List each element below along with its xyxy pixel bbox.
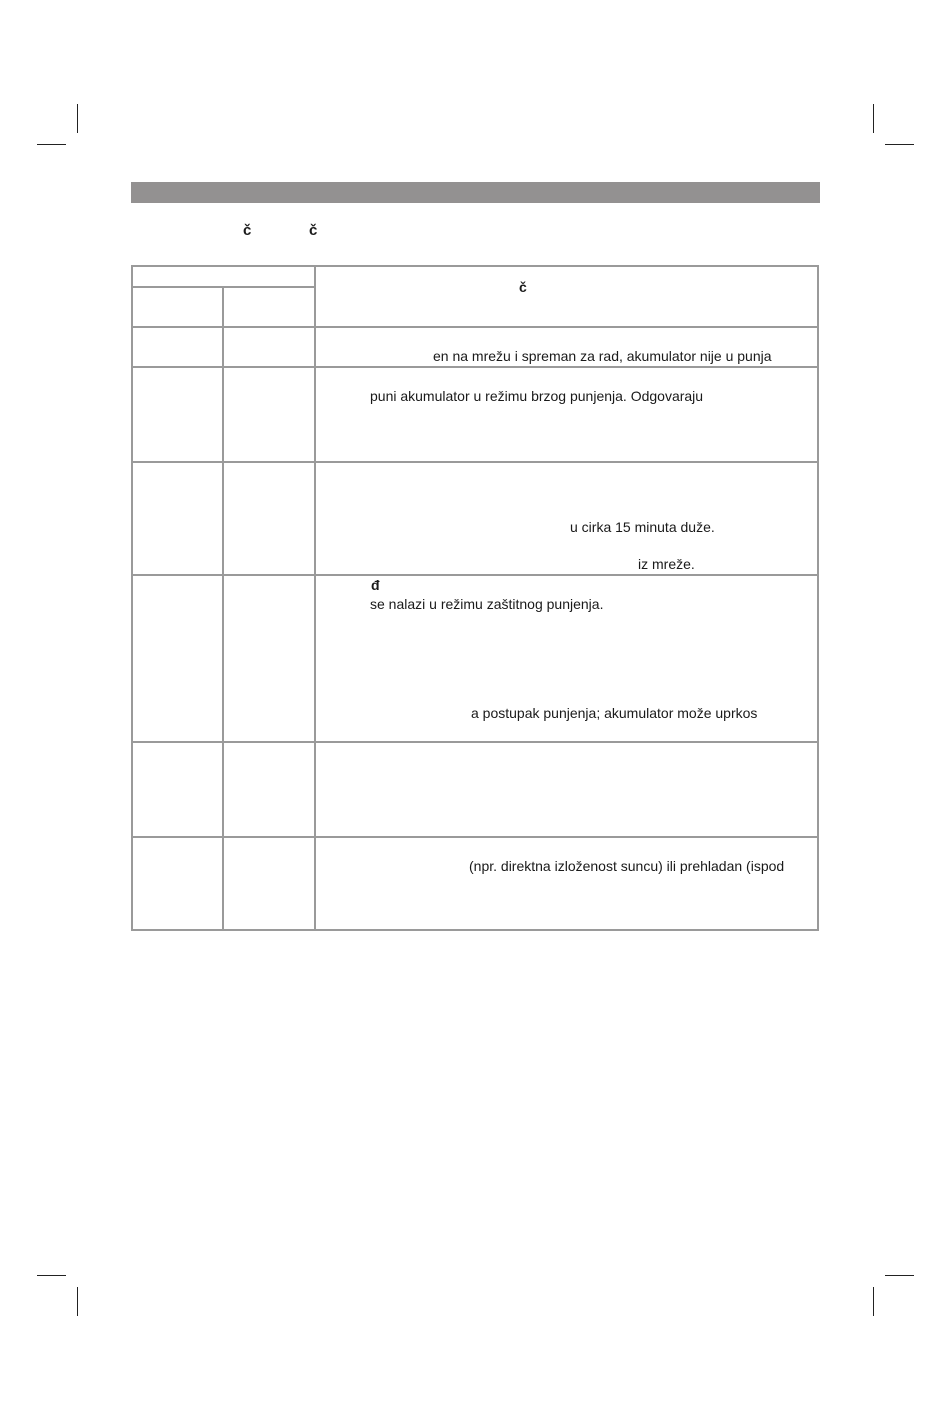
crop-mark [77,104,78,133]
section-heading-glyph: č [309,222,318,239]
crop-mark [873,1287,874,1316]
crop-mark [37,1275,66,1276]
table-rule [222,286,224,931]
table-rule [131,741,819,743]
table-row-text: (npr. direktna izloženost suncu) ili prehladan (ispod [469,858,785,874]
table-rule [314,265,316,931]
table-row-text: a postupak punjenja; akumulator može uprkos [471,705,758,721]
table-rule [131,461,819,463]
table-header-glyph: č [519,279,527,295]
table-rule [131,836,819,838]
table-rule [131,574,819,576]
section-header-bar [131,182,820,203]
crop-mark [885,1275,914,1276]
section-heading-glyph: č [243,222,252,239]
table-row-text: u cirka 15 minuta duže. [570,519,715,535]
table-row-text: puni akumulator u režimu brzog punjenja. Odgovaraju [370,388,704,404]
table-row-text: en na mrežu i spreman za rad, akumulator nije u punja [433,348,772,364]
crop-mark [873,104,874,133]
table-row-text: iz mreže. [638,556,695,572]
table-row-glyph: đ [371,577,380,593]
table-rule [131,366,819,368]
table-rule [131,326,819,328]
crop-mark [885,144,914,145]
crop-mark [77,1287,78,1316]
crop-mark [37,144,66,145]
table-row-text: se nalazi u režimu zaštitnog punjenja. [370,596,604,612]
